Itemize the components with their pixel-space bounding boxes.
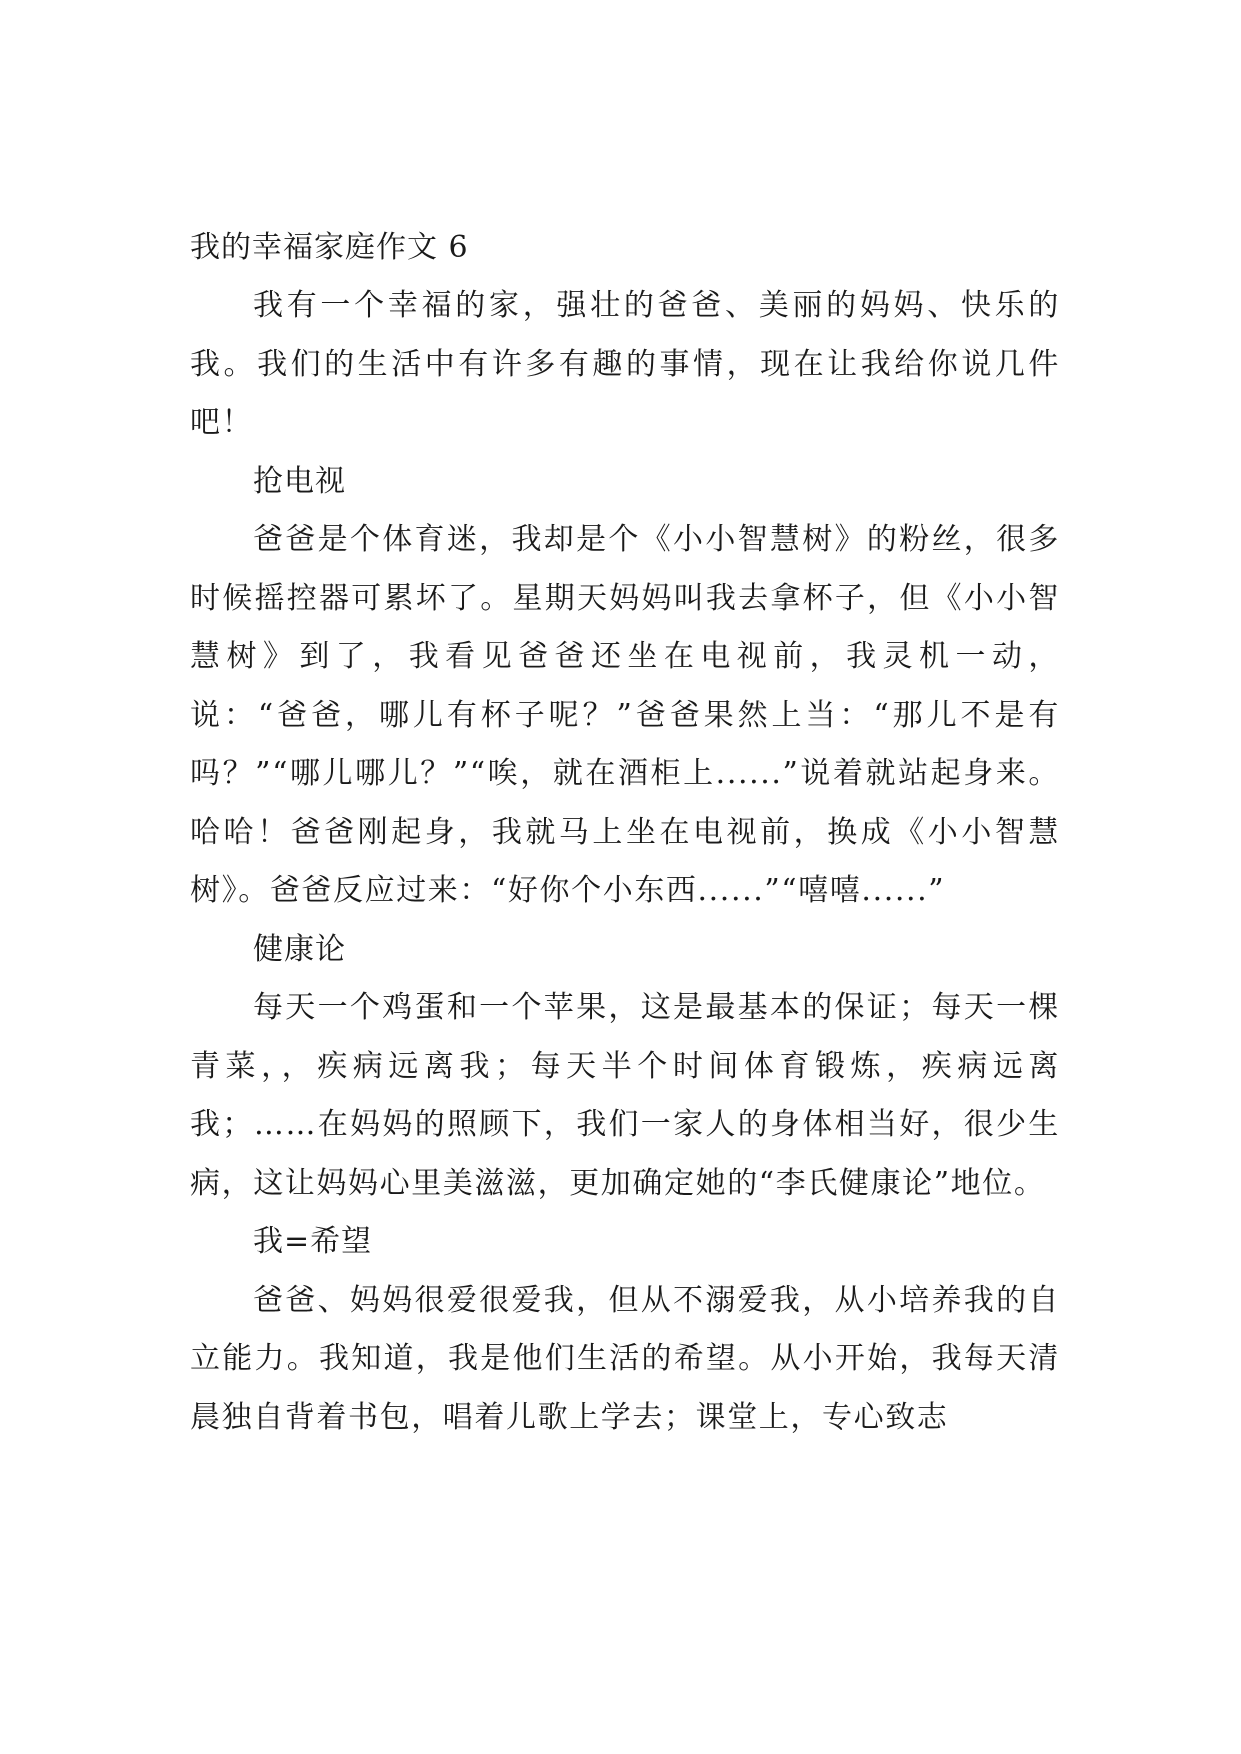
paragraph-intro: 我有一个幸福的家，强壮的爸爸、美丽的妈妈、快乐的我。我们的生活中有许多有趣的事情，现在让我给你说几件吧！ xyxy=(190,288,1060,440)
document-body xyxy=(190,219,1060,1447)
paragraph-health: 每天一个鸡蛋和一个苹果，这是最基本的保证；每天一棵青菜，，疾病远离我；每天半个时间体育锻炼，疾病远离我；……在妈妈的照顾下，我们一家人的身体相当好，很少生病，这让妈妈心里美滋滋，更加确定她的“李氏健康论”地位。 xyxy=(190,990,1060,1201)
paragraph-tv: 爸爸是个体育迷，我却是个《小小智慧树》的粉丝，很多时候摇控器可累坏了。星期天妈妈叫我去拿杯子，但《小小智慧树》到了，我看见爸爸还坐在电视前，我灵机一动，说：“爸爸，哪儿有杯子呢？”爸爸果然上当：“那儿不是有吗？”“哪儿哪儿？”“唉，就在酒柜上......”说着就站起身来。哈哈！爸爸刚起身，我就马上坐在电视前，换成《小小智慧树》。爸爸反应过来：“好你个小东西......”“嘻嘻......” xyxy=(190,522,1060,908)
section-heading-hope: 我=希望 xyxy=(253,1224,373,1259)
section-heading-tv: 抢电视 xyxy=(253,463,346,499)
document-title: 我的幸福家庭作文 6 xyxy=(190,230,469,265)
section-heading-health: 健康论 xyxy=(253,931,346,967)
paragraph-hope: 爸爸、妈妈很爱很爱我，但从不溺爱我，从小培养我的自立能力。我知道，我是他们生活的希望。从小开始，我每天清晨独自背着书包，唱着儿歌上学去；课堂上，专心致志 xyxy=(190,1282,1060,1435)
